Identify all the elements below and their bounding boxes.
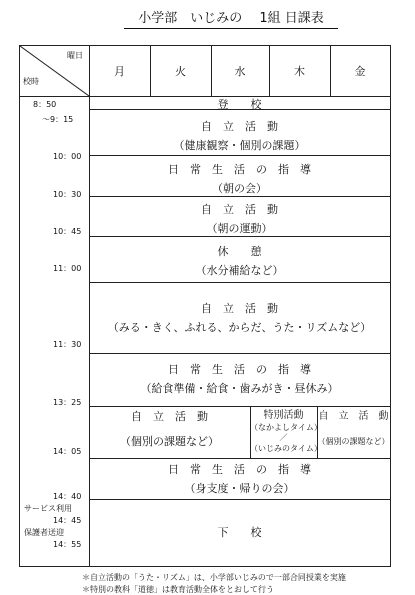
divider [330, 46, 331, 96]
block-tokubetsu [250, 409, 322, 454]
time-label: 13：25 [53, 398, 82, 407]
footnote: ＊特別の教科「道徳」は教育活動全体をとおして行う [82, 585, 274, 594]
row-divider [89, 458, 390, 459]
block-subtitle: （朝の会） [212, 182, 267, 195]
block-toko [89, 96, 390, 112]
block-title: 自 立 活 動 [131, 410, 208, 423]
time-label: 11：00 [53, 264, 82, 273]
block-title: 登 校 [217, 98, 262, 111]
page-title: 小学部 いじみの 1組 日課表 [124, 10, 338, 29]
block-jiritsu-2 [89, 200, 390, 238]
time-label: 14：40 [53, 492, 82, 501]
block-subtitle: （いじみのタイム） [250, 444, 322, 453]
corner-cell [20, 46, 89, 96]
block-title: 自 立 活 動 [201, 302, 278, 315]
row-divider [89, 499, 390, 500]
timetable [19, 45, 391, 567]
row-divider [89, 282, 390, 283]
time-label: 10：30 [53, 190, 82, 199]
block-title: 自 立 活 動 [201, 203, 278, 216]
block-subtitle: （給食準備・給食・歯みがき・昼休み） [140, 382, 339, 395]
row-divider [89, 155, 390, 156]
divider [269, 46, 270, 96]
footnote: ＊自立活動の「うた・リズム」は、小学部いじみので一部合同授業を実施 [82, 573, 346, 582]
block-kyukei [89, 242, 390, 280]
block-nichijo-3 [89, 460, 390, 498]
time-label: 11：30 [53, 340, 82, 349]
time-label: 10：45 [53, 227, 82, 236]
block-nichijo-2 [89, 360, 390, 398]
time-label: 14：05 [53, 447, 82, 456]
divider [150, 46, 151, 96]
day-header-thu: 木 [294, 65, 305, 78]
block-subtitle: （個別の課題など） [317, 437, 390, 446]
corner-label-day: 曜日 [67, 51, 83, 60]
row-divider [89, 353, 390, 354]
block-subtitle: （身支度・帰りの会） [184, 482, 295, 495]
block-subtitle: （水分補給など） [195, 264, 284, 277]
day-header-mon: 月 [114, 65, 125, 78]
block-subtitle: ／ [279, 433, 288, 442]
block-title: 日 常 生 活 の 指 導 [168, 363, 311, 376]
divider [211, 46, 212, 96]
block-subtitle: （朝の運動） [206, 222, 273, 235]
time-label: ～9：15 [42, 115, 74, 124]
block-gekou [89, 524, 390, 540]
block-title: 休 憩 [217, 245, 262, 258]
time-note-guardian: 保護者送迎 [24, 528, 64, 537]
block-jiritsu-1 [89, 117, 390, 155]
corner-label-period: 校時 [23, 77, 39, 86]
block-title: 日 常 生 活 の 指 導 [168, 163, 311, 176]
block-subtitle: （個別の課題など） [120, 435, 219, 448]
block-title: 下 校 [217, 526, 262, 539]
block-title: 自 立 活 動 [318, 411, 389, 422]
time-note-service: サービス利用 [24, 504, 72, 513]
time-label: 8：50 [33, 100, 57, 109]
block-jiritsu-5 [317, 407, 390, 451]
day-header-fri: 金 [354, 65, 366, 78]
day-header-wed: 水 [234, 65, 246, 78]
block-jiritsu-4 [89, 407, 250, 451]
day-header-tue: 火 [175, 65, 186, 78]
time-label: 14：55 [53, 540, 82, 549]
block-title: 自 立 活 動 [201, 120, 278, 133]
block-title: 日 常 生 活 の 指 導 [168, 463, 311, 476]
block-subtitle: （なかよしタイム） [250, 423, 322, 432]
block-subtitle: （みる・きく、ふれる、からだ、うた・リズムなど） [107, 321, 372, 334]
block-title: 特別活動 [263, 410, 304, 421]
block-jiritsu-3 [89, 299, 390, 337]
time-label: 14：45 [53, 516, 82, 525]
block-subtitle: （健康観察・個別の課題） [173, 139, 306, 152]
time-label: 10：00 [53, 152, 82, 161]
block-nichijo-1 [89, 160, 390, 198]
